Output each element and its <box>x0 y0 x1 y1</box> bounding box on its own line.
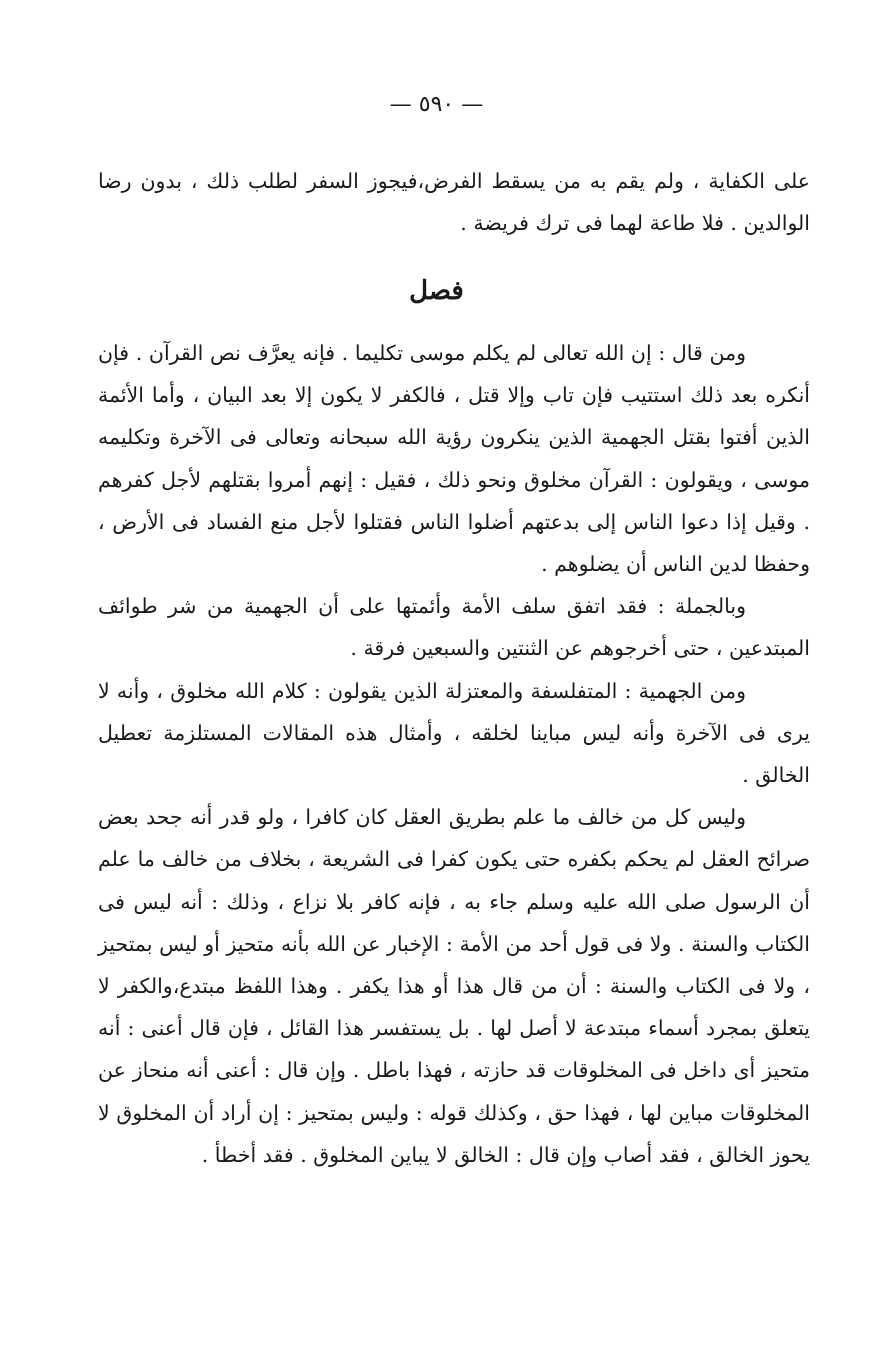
page-number: — ٥٩٠ — <box>389 92 484 117</box>
body-text-block <box>98 332 810 1176</box>
paragraph-4: وليس كل من خالف ما علم بطريق العقل كان كافرا ، ولو قدر أنه جحد بعض صرائح العقل لم يحكم بكفره حتى يكون كفرا فى الشريعة ، بخلاف من خالف ما علم أن الرسول صلى الله عليه وسلم جاء به ، فإنه كافر بلا نزاع ، وذلك : أنه ليس فى الكتاب والسنة . ولا فى قول أحد من الأمة : الإخبار عن الله بأنه متحيز أو ليس بمتحيز ، ولا فى الكتاب والسنة : أن من قال هذا أو هذا يكفر . وهذا اللفظ مبتدع،والكفر لا يتعلق بمجرد أسماء مبتدعة لا أصل لها . بل يستفسر هذا القائل ، فإن قال أعنى : أنه متحيز أى داخل فى المخلوقات قد حازته ، فهذا باطل . وإن قال : أعنى أنه منحاز عن المخلوقات مباين لها ، فهذا حق ، وكذلك قوله : وليس بمتحيز : إن أراد أن المخلوق لا يحوز الخالق ، فقد أصاب وإن قال : الخالق لا يباين المخلوق . فقد أخطأ . <box>98 805 810 1167</box>
paragraph-1: ومن قال : إن الله تعالى لم يكلم موسى تكليما . فإنه يعرَّف نص القرآن . فإن أنكره بعد ذلك استتيب فإن تاب وإلا قتل ، فالكفر لا يكون إلا بعد البيان ، وأما الأئمة الذين أفتوا بقتل الجهمية الذين ينكرون رؤية الله سبحانه وتعالى فى الآخرة وتكليمه موسى ، ويقولون : القرآن مخلوق ونحو ذلك ، فقيل : إنهم أمروا بقتلهم لأجل كفرهم . وقيل إذا دعوا الناس إلى بدعتهم أضلوا الناس فقتلوا لأجل منع الفساد فى الأرض ، وحفظا لدين الناس أن يضلوهم . <box>98 341 810 577</box>
paragraph-2: وبالجملة : فقد اتفق سلف الأمة وأئمتها على أن الجهمية من شر طوائف المبتدعين ، حتى أخرجوهم عن الثنتين والسبعين فرقة . <box>98 594 810 661</box>
intro-text-block <box>98 160 810 244</box>
intro-paragraph: على الكفاية ، ولم يقم به من يسقط الفرض،فيجوز السفر لطلب ذلك ، بدون رضا الوالدين . فلا طاعة لهما فى ترك فريضة . <box>98 169 810 236</box>
paragraph-3: ومن الجهمية : المتفلسفة والمعتزلة الذين يقولون : كلام الله مخلوق ، وأنه لا يرى فى الآخرة وأنه ليس مباينا لخلقه ، وأمثال هذه المقالات المستلزمة تعطيل الخالق . <box>98 678 810 788</box>
section-heading: فصل <box>409 276 464 306</box>
